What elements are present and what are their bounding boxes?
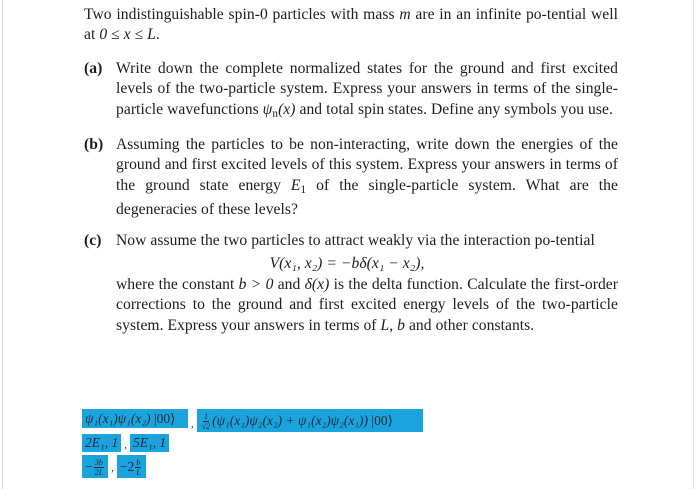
energy-symbol: $E_1$ — [290, 176, 307, 196]
answer-excited-correction[interactable]: −2 $\frac{b}{L}$ — [117, 455, 146, 478]
part-c-body: where the constant b > 0 and δ(x) is the delta function. Calculate the first-order corrections to the ground and first excited energy levels of the two-particle system. Express your answers in terms of L, b and other constants. — [116, 276, 619, 334]
part-b: (b) Assuming the particles to be non-interacting, write down the energies of the ground and first excited levels of this system. Express your answers in terms of the ground state energy $E_1$ of the single-particle system. What are the degeneracies of these levels? — [84, 135, 618, 218]
wavefunction-symbol: $\psi_n(x)$ — [262, 100, 296, 120]
answer-excited-state[interactable]: $\frac{1}{√2}$ (ψ₁(x₁)ψ₂(x₂) + ψ₁(x₂)ψ₂(x₁)) |00⟩ — [197, 409, 423, 432]
problem-document — [84, 5, 618, 336]
answer-row-b — [82, 434, 423, 455]
part-c — [84, 231, 618, 336]
problem-intro: Two indistinguishable spin-0 particles with mass m are in an infinite po-tential well at 0 ≤ x ≤ L. — [84, 6, 618, 44]
page-edge-right — [693, 0, 694, 489]
part-b-label: (b) — [84, 135, 104, 153]
mass-symbol: m — [399, 6, 411, 23]
part-a-label: (a) — [84, 59, 103, 77]
answer-excited-energy[interactable]: 5E₁, 1 — [130, 434, 169, 452]
part-c-intro: Now assume the two particles to attract weakly via the interaction po-tential — [116, 232, 595, 250]
highlighted-answers — [82, 409, 423, 478]
answer-ground-correction[interactable]: − $\frac{3b}{2L}$ — [82, 455, 108, 478]
answer-separator: , — [124, 439, 127, 451]
part-c-label: (c) — [84, 232, 102, 250]
page-edge-left — [2, 0, 3, 489]
answer-row-a — [82, 409, 423, 434]
normalization-fraction: $\frac{1}{√2}$ — [201, 412, 211, 432]
answer-separator: , — [191, 418, 194, 430]
well-range: 0 ≤ x ≤ L — [99, 26, 156, 44]
answer-ground-state[interactable]: ψ₁(x₁)ψ₁(x₂) |00⟩ — [82, 409, 188, 428]
answer-separator: , — [111, 462, 114, 474]
answer-row-c — [82, 455, 423, 478]
answer-ground-energy[interactable]: 2E₁, 1 — [82, 434, 121, 452]
part-a: (a) Write down the complete normalized states for the ground and first excited levels of the two-particle system. Express your answers in terms of the single-particle wavefunctions $\psi_n(x)$ and total spin states. Define any symbols you use. — [84, 59, 618, 120]
interaction-potential-equation: V(x₁, x₂) = −bδ(x₁ − x₂), — [269, 254, 425, 272]
